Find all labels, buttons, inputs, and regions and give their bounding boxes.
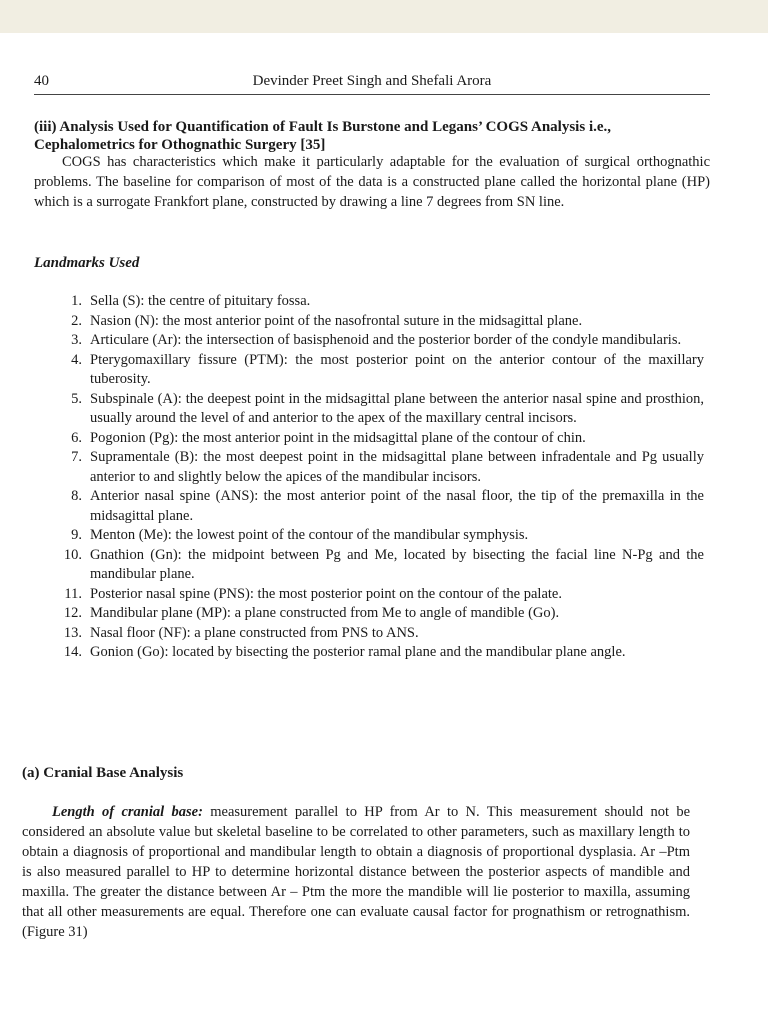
list-number: 6. bbox=[71, 429, 82, 446]
top-margin-band bbox=[0, 0, 768, 33]
list-text: Anterior nasal spine (ANS): the most anterior point of the nasal floor, the tip of the premaxilla in the midsagittal plane. bbox=[90, 488, 704, 524]
subsection-title: (a) Cranial Base Analysis bbox=[22, 765, 184, 781]
list-item bbox=[34, 604, 704, 624]
list-number: 12. bbox=[63, 605, 82, 621]
list-item bbox=[34, 448, 704, 487]
cranial-paragraph bbox=[22, 802, 690, 942]
header-rule bbox=[34, 94, 710, 95]
list-item bbox=[34, 585, 704, 605]
book-page bbox=[0, 33, 768, 1024]
list-number: 13. bbox=[63, 624, 82, 641]
list-number: 3. bbox=[71, 332, 82, 348]
list-item bbox=[34, 487, 704, 526]
running-head: Devinder Preet Singh and Shefali Arora bbox=[252, 73, 492, 89]
list-item bbox=[34, 526, 704, 546]
term-length-of-cranial-base: Length of cranial base bbox=[52, 804, 199, 820]
landmarks-heading: Landmarks Used bbox=[34, 255, 140, 271]
list-number: 11. bbox=[64, 585, 82, 602]
list-text: Supramentale (B): the most deepest point in the midsagittal plane between infradentale and Pg usually anterior to and slightly below the apices of the mandibular incisors. bbox=[90, 449, 704, 485]
list-number: 14. bbox=[63, 644, 82, 660]
list-text: Mandibular plane (MP): a plane constructed from Me to angle of mandible (Go). bbox=[90, 605, 560, 621]
list-text: Gonion (Go): located by bisecting the posterior ramal plane and the mandibular plane angle. bbox=[90, 644, 626, 660]
list-number: 10. bbox=[63, 546, 82, 563]
list-number: 4. bbox=[71, 351, 82, 368]
landmark-list bbox=[34, 292, 704, 663]
list-item bbox=[34, 643, 704, 663]
intro-paragraph: COGS has characteristics which make it particularly adaptable for the evaluation of surgical orthognathic problems. The baseline for comparison of most of the data is a constructed plane called the horizontal plane (HP) which is a surrogate Frankfort plane, constructed by drawing a line 7 degrees from SN line. bbox=[34, 154, 710, 210]
list-text: Menton (Me): the lowest point of the contour of the mandibular symphysis. bbox=[90, 527, 529, 543]
list-number: 5. bbox=[71, 390, 82, 407]
list-text: Articulare (Ar): the intersection of basisphenoid and the posterior border of the condyle mandibularis. bbox=[90, 332, 682, 348]
list-text: Subspinale (A): the deepest point in the midsagittal plane between the anterior nasal spine and prosthion, usually around the level of and anterior to the apex of the maxillary central incisors. bbox=[90, 390, 704, 426]
list-item bbox=[34, 351, 704, 390]
list-item bbox=[34, 312, 704, 332]
list-number: 1. bbox=[71, 293, 82, 309]
list-text: Pogonion (Pg): the most anterior point in the midsagittal plane of the contour of chin. bbox=[90, 429, 586, 446]
list-item bbox=[34, 390, 704, 429]
list-item bbox=[34, 331, 704, 351]
cranial-body: measurement parallel to HP from Ar to N. This measurement should not be considered an absolute value but skeletal baseline to be correlated to other parameters, such as maxillary length to obtain a diagnosis of proportional and mandibular length to obtain a diagnosis of proportional dysplasia. Ar –Ptm is also measured parallel to HP to determine horizontal distance between the posterior aspects of mandible and maxilla. The greater the distance between Ar – Ptm the more the mandible will lie posterior to maxilla, assuming that all other measurements are equal. Therefore one can evaluate causal factor for prognathism or retrognathism. (Figure 31) bbox=[22, 804, 691, 940]
list-item bbox=[34, 546, 704, 585]
term-colon: : bbox=[198, 804, 203, 820]
list-number: 2. bbox=[71, 312, 82, 329]
list-item bbox=[34, 292, 704, 312]
list-text: Pterygomaxillary fissure (PTM): the most posterior point on the anterior contour of the maxillary tuberosity. bbox=[90, 351, 704, 387]
list-item bbox=[34, 429, 704, 449]
list-text: Gnathion (Gn): the midpoint between Pg and Me, located by bisecting the facial line N-Pg and the mandibular plane. bbox=[90, 546, 704, 582]
list-text: Posterior nasal spine (PNS): the most posterior point on the contour of the palate. bbox=[90, 585, 562, 602]
list-text: Nasion (N): the most anterior point of the nasofrontal suture in the midsagittal plane. bbox=[90, 312, 583, 329]
page-number: 40 bbox=[34, 73, 49, 89]
list-item bbox=[34, 624, 704, 644]
list-number: 7. bbox=[71, 449, 82, 465]
list-text: Sella (S): the centre of pituitary fossa. bbox=[90, 293, 311, 309]
list-number: 8. bbox=[71, 488, 82, 504]
section-title: (iii) Analysis Used for Quantification of Fault Is Burstone and Legans’ COGS Analysis i.e., Cephalometrics for Othognathic Surgery [35] bbox=[34, 119, 612, 153]
list-text: Nasal floor (NF): a plane constructed from PNS to ANS. bbox=[90, 624, 419, 641]
list-number: 9. bbox=[71, 527, 82, 543]
